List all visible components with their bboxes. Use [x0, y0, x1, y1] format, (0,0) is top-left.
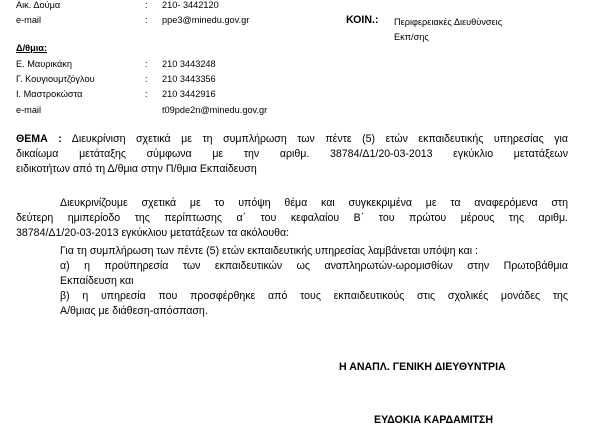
koin-recipient-line2: Εκπ/σης	[394, 32, 429, 42]
contact-label: e-mail	[16, 105, 42, 115]
body-p1-line2: δεύτερη ημιπερίοδο της περίπτωσης α΄ του κεφαλαίου Β΄ του πρώτου μέρους της αριθμ.	[16, 212, 568, 224]
item-a-line2: Εκπαίδευση και	[60, 275, 134, 287]
signature-name: ΕΥΔΟΚΙΑ ΚΑΡΔΑΜΙΤΣΗ	[374, 414, 494, 426]
contact-sep: :	[145, 59, 148, 69]
koin-label: ΚΟΙΝ.:	[346, 14, 379, 26]
contact-label: Αικ. Δούμα	[16, 0, 61, 10]
body-p1-line1: Διευκρινίζουμε σχετικά με το υπόψη θέμα και συγκεκριμένα με τα αναφερόμενα στη	[60, 197, 568, 209]
contact-email: t09pde2n@minedu.gov.gr	[162, 105, 268, 115]
subject-line3: ειδικοτήτων από τη Δ/θμια στην Π/θμια Εκπαίδευση	[16, 163, 257, 175]
subject-prefix: ΘΕΜΑ :	[16, 133, 62, 145]
subject	[16, 132, 568, 177]
contact-sep: :	[145, 74, 148, 84]
contact-phone: 210 3443248	[162, 59, 216, 69]
contact-label: e-mail	[16, 15, 42, 25]
body-p1-line3: 38784/Δ1/20-03-2013 εγκύκλιου μετατάξεων τα ακόλουθα:	[16, 227, 290, 239]
subject-line1: Διευκρίνιση σχετικά με τη συμπλήρωση των πέντε (5) ετών εκπαιδευτικής υπηρεσίας για	[71, 133, 568, 145]
contact-email: ppe3@minedu.gov.gr	[162, 15, 250, 25]
contact-phone: 210- 3442120	[162, 0, 219, 10]
signature-title: Η ΑΝΑΠΛ. ΓΕΝΙΚΗ ΔΙΕΥΘΥΝΤΡΙΑ	[339, 361, 506, 373]
item-b-line2: Α/θμιας με διάθεση-απόσπαση.	[60, 305, 208, 317]
body-paragraph	[16, 196, 568, 241]
contact-sep: :	[145, 0, 148, 10]
subject-line2: δικαίωμα μετάταξης σύμφωνα με την αριθμ. 38784/Δ1/20-03-2013 εγκύκλιο μετατάξεων	[16, 148, 568, 160]
contact-label: Γ. Κουγιουμτζόγλου	[16, 74, 95, 84]
contact-phone: 210 3442916	[162, 89, 216, 99]
subject-line	[16, 132, 568, 147]
contact-phone: 210 3443356	[162, 74, 216, 84]
body-criteria	[60, 244, 568, 319]
item-a-line1: α) η προϋπηρεσία των εκπαιδευτικών ως αναπληρωτών-ωρομισθίων στην Πρωτοβάθμια	[60, 260, 568, 272]
koin-recipient-line1: Περιφερειακές Διευθύνσεις	[394, 17, 503, 27]
contact-sep: :	[145, 89, 148, 99]
contact-label: Ε. Μαυρικάκη	[16, 59, 72, 69]
body-p2-line: Για τη συμπλήρωση των πέντε (5) ετών εκπαιδευτικής υπηρεσίας λαμβάνεται υπόψη και :	[60, 245, 478, 257]
contacts-heading: Δ/θμια:	[16, 43, 48, 53]
contact-sep: :	[145, 15, 148, 25]
item-b-line1: β) η υπηρεσία που προσφέρθηκε από τους εκπαιδευτικούς στις σχολικές μονάδες της	[60, 290, 568, 302]
contact-label: Ι. Μαστροκώστα	[16, 89, 83, 99]
